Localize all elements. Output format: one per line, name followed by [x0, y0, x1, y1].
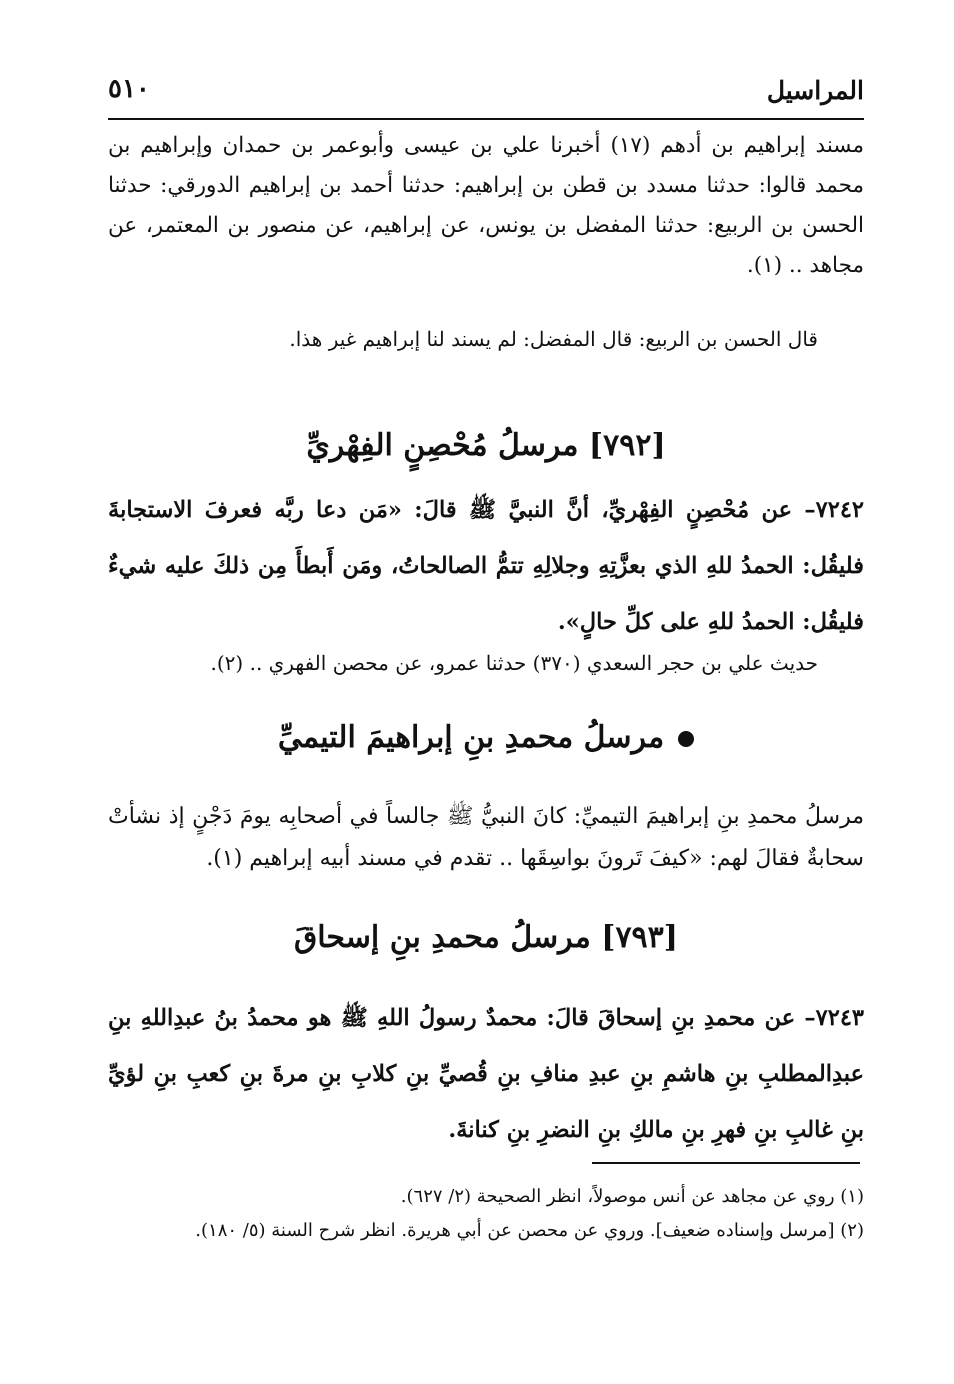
- bullet-icon: [678, 731, 694, 747]
- paragraph-source: حديث علي بن حجر السعدي (٣٧٠) حدثنا عمرو، عن محصن الفهري .. (٢).: [210, 651, 818, 675]
- page-number: ٥١٠: [108, 74, 150, 104]
- footnote-divider: [592, 1162, 860, 1164]
- page-header: [108, 74, 864, 120]
- footnote-2: (٢) [مرسل وإسناده ضعيف]. وروي عن محصن عن أبي هريرة. انظر شرح السنة (٥/ ١٨٠).: [195, 1220, 864, 1241]
- paragraph-comment: قال الحسن بن الربيع: قال المفضل: لم يسند لنا إبراهيم غير هذا.: [289, 327, 818, 351]
- footnotes: [108, 1180, 864, 1248]
- paragraph-isnad: مسند إبراهيم بن أدهم (١٧) أخبرنا علي بن عيسى وأبوعمر بن حمدان وإبراهيم بن محمد قالوا: حدثنا مسدد بن قطن بن إبراهيم: حدثنا أحمد بن إبراهيم الدورقي: حدثنا الحسن بن الربيع: حدثنا المفضل بن يونس، عن إبراهيم، عن منصور بن المعتمر، عن مجاهد .. (١).: [108, 133, 865, 278]
- hadith-7243: ٧٢٤٣– عن محمدِ بنِ إسحاقَ قالَ: محمدٌ رسولُ اللهِ ﷺ هو محمدُ بنُ عبدِاللهِ بنِ عبدِالمطلبِ بنِ هاشمِ بنِ عبدِ منافِ بنِ قُصيِّ بنِ كلابِ بنِ مرةَ بنِ كعبِ بنِ لؤيِّ بنِ غالبِ بنِ فهرِ بنِ مالكِ بنِ النضرِ بنِ كنانةَ.: [108, 1005, 864, 1143]
- section-heading-792: [٧٩٢] مرسلُ مُحْصِنٍ الفِهْريِّ: [306, 428, 666, 463]
- footnote-1: (١) روي عن مجاهد عن أنس موصولاً، انظر الصحيحة (٢/ ٦٢٧).: [400, 1186, 864, 1207]
- section-heading-tamimi-text: مرسلُ محمدِ بنِ إبراهيمَ التيميِّ: [277, 720, 665, 755]
- paragraph-tamimi: مرسلُ محمدِ بنِ إبراهيمَ التيميِّ: كانَ النبيُّ ﷺ جالساً في أصحابِه يومَ دَجْنٍ إذ نشأتْ سحابةٌ فقالَ لهم: «كيفَ تَرونَ بواسِقَها .. تقدم في مسند أبيه إبراهيم (١).: [108, 804, 864, 871]
- section-heading-793: [٧٩٣] مرسلُ محمدِ بنِ إسحاقَ: [294, 920, 678, 955]
- hadith-7242: ٧٢٤٢– عن مُحْصِنٍ الفِهْريِّ، أنَّ النبيَّ ﷺ قالَ: «مَن دعا ربَّه فعرفَ الاستجابةَ فليقُل: الحمدُ للهِ الذي بعزَّتِهِ وجلالِهِ تتمُّ الصالحاتُ، ومَن أَبطأَ مِن ذلكَ عليه شيءٌ فليقُل: الحمدُ للهِ على كلِّ حالٍ».: [108, 497, 864, 635]
- running-title: المراسيل: [766, 76, 864, 105]
- section-heading-tamimi: [108, 716, 864, 760]
